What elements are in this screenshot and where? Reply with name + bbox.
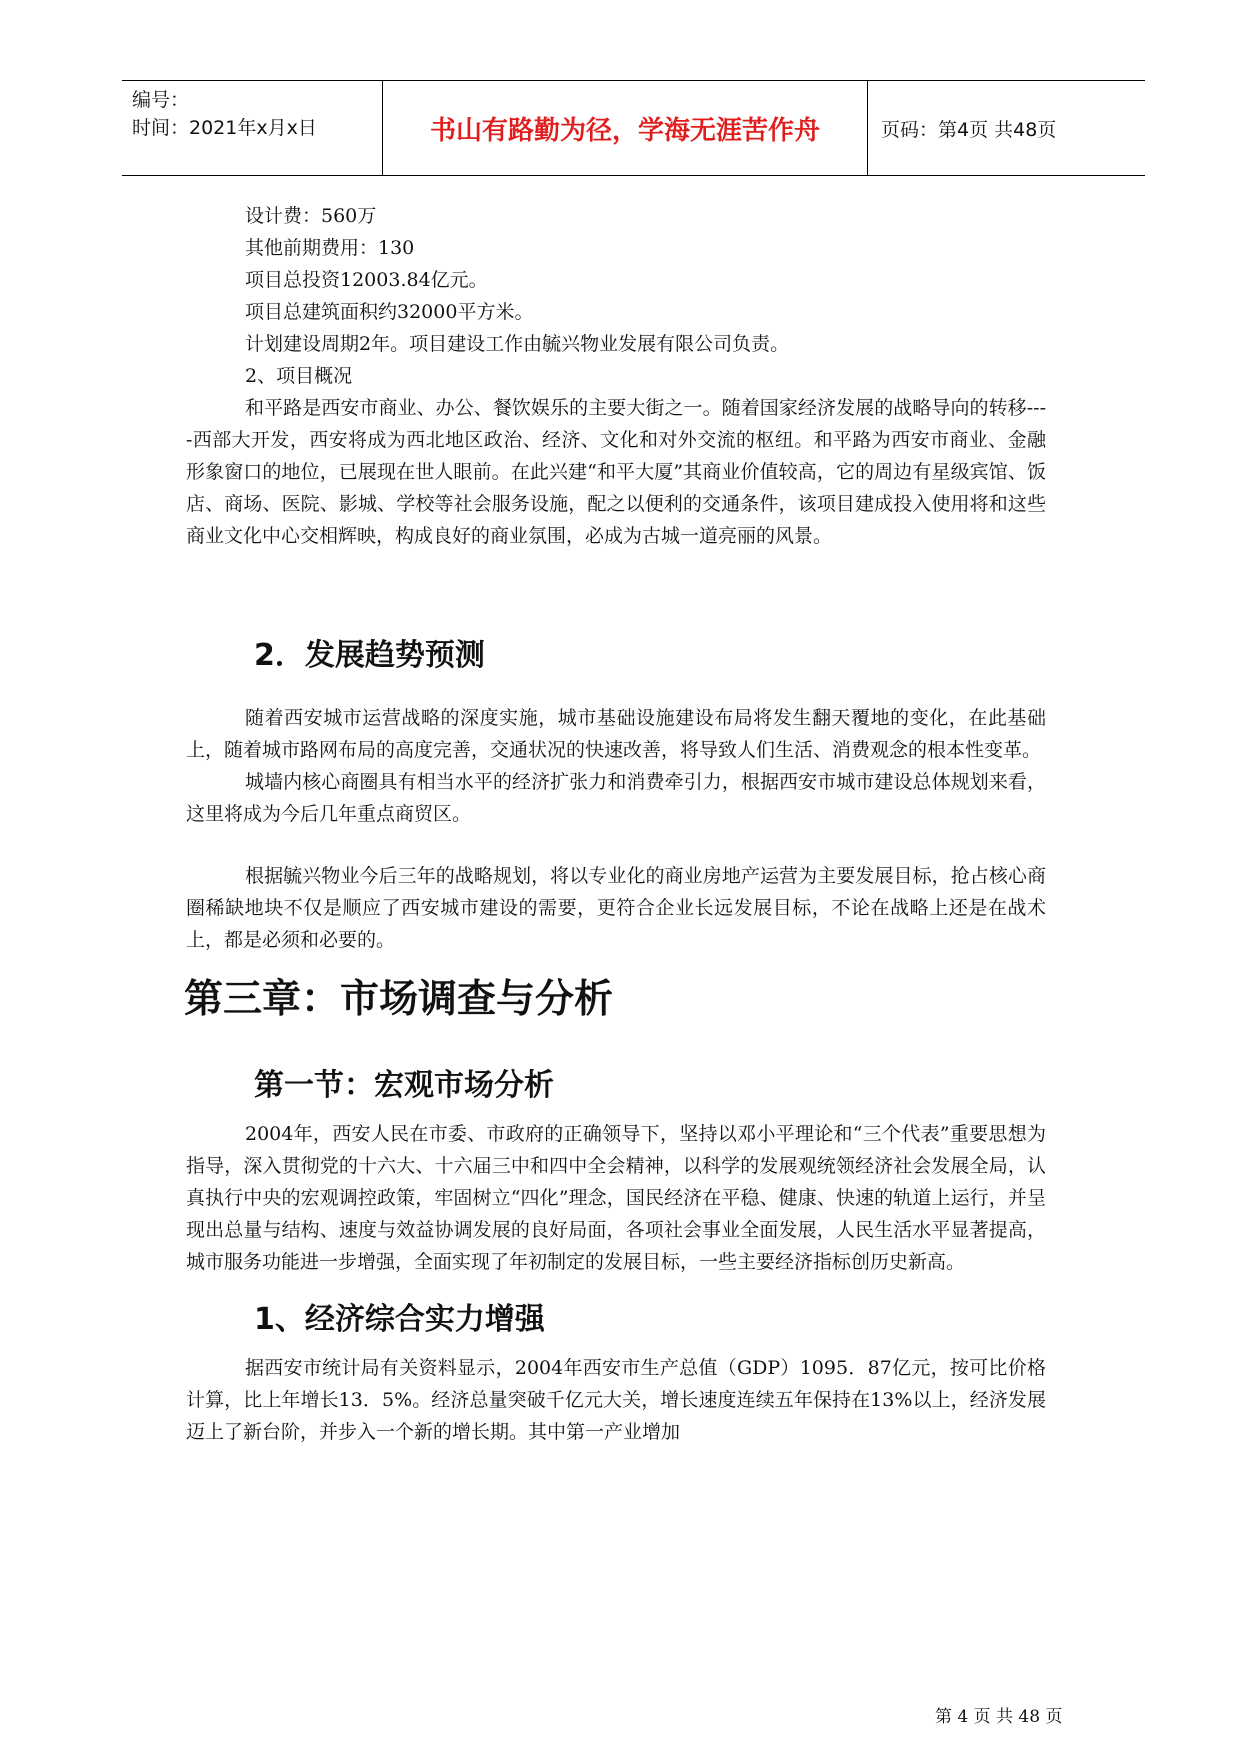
trend-paragraph-2: 城墙内核心商圈具有相当水平的经济扩张力和消费牵引力，根据西安市城市建设总体规划来看，这里将成为今后几年重点商贸区。 — [186, 771, 1046, 825]
overview-paragraph: 和平路是西安市商业、办公、餐饮娱乐的主要大街之一。随着国家经济发展的战略导向的转移----西部大开发，西安将成为西北地区政治、经济、文化和对外交流的枢纽。和平路为西安市商业、金融形象窗口的地位，已展现在世人眼前。在此兴建“和平大厦”其商业价值较高，它的周边有星级宾馆、饭店、商场、医院、影城、学校等社会服务设施，配之以便利的交通条件，该项目建成投入使用将和这些商业文化中心交相辉映，构成良好的商业氛围，必成为古城一道亮丽的风景。 — [186, 397, 1046, 547]
section-heading-trend: 2．发展趋势预测 — [254, 638, 485, 673]
page-footer: 第 4 页 共 48 页 — [935, 1707, 1063, 1727]
chapter-heading: 第三章：市场调查与分析 — [184, 977, 614, 1022]
header-page-label: 页码：第4页 共48页 — [881, 118, 1057, 141]
section-heading-macro: 第一节：宏观市场分析 — [254, 1068, 554, 1103]
intro-line-other-fees: 其他前期费用：130 — [245, 237, 415, 259]
item-heading-economy: 1、经济综合实力增强 — [254, 1302, 545, 1337]
intro-line-overview-title: 2、项目概况 — [245, 365, 353, 387]
macro-paragraph: 2004年，西安人民在市委、市政府的正确领导下，坚持以邓小平理论和“三个代表”重要思想为指导，深入贯彻党的十六大、十六届三中和四中全会精神，以科学的发展观统领经济社会发展全局，认真执行中央的宏观调控政策，牢固树立“四化”理念，国民经济在平稳、健康、快速的轨道上运行，并呈现出总量与结构、速度与效益协调发展的良好局面，各项社会事业全面发展，人民生活水平显著提高，城市服务功能进一步增强，全面实现了年初制定的发展目标，一些主要经济指标创历史新高。 — [186, 1123, 1046, 1273]
intro-line-design-fee: 设计费：560万 — [245, 205, 377, 227]
trend-paragraph-1: 随着西安城市运营战略的深度实施，城市基础设施建设布局将发生翻天覆地的变化，在此基础上，随着城市路网布局的高度完善，交通状况的快速改善，将导致人们生活、消费观念的根本性变革。 — [186, 707, 1046, 761]
trend-paragraph-3: 根据毓兴物业今后三年的战略规划，将以专业化的商业房地产运营为主要发展目标，抢占核心商圈稀缺地块不仅是顺应了西安城市建设的需要，更符合企业长远发展目标，不论在战略上还是在战术上，都是必须和必要的。 — [186, 865, 1046, 951]
intro-line-total-area: 项目总建筑面积约32000平方米。 — [245, 301, 534, 323]
document-number-label: 编号： — [132, 89, 190, 111]
page-header — [122, 80, 1145, 176]
economy-paragraph: 据西安市统计局有关资料显示，2004年西安市生产总值（GDP）1095．87亿元，按可比价格计算，比上年增长13．5%。经济总量突破千亿元大关，增长速度连续五年保持在13%以上，经济发展迈上了新台阶，并步入一个新的增长期。其中第一产业增加 — [186, 1357, 1046, 1443]
intro-line-total-investment: 项目总投资12003.84亿元。 — [245, 269, 488, 291]
intro-line-schedule: 计划建设周期2年。项目建设工作由毓兴物业发展有限公司负责。 — [245, 333, 790, 355]
header-left-cell — [122, 81, 382, 175]
document-time-label: 时间：2021年x月x日 — [132, 117, 317, 139]
document-body — [186, 200, 1046, 1448]
header-motto: 书山有路勤为径，学海无涯苦作舟 — [382, 81, 868, 175]
